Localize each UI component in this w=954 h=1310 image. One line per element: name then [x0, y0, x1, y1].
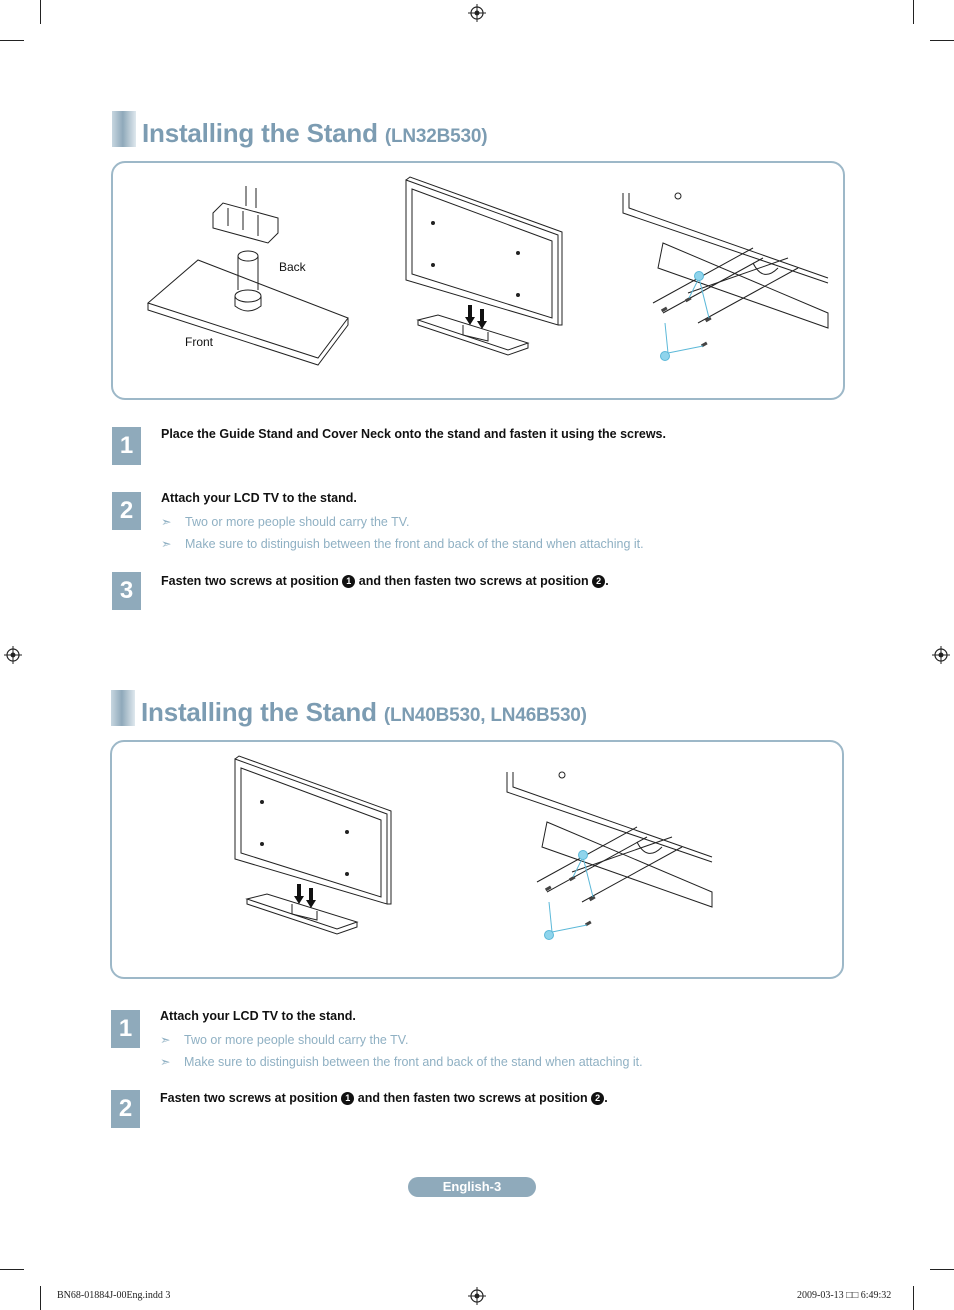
illustration-box [111, 161, 845, 400]
crop-mark [40, 1286, 41, 1310]
illustration-box [110, 740, 844, 979]
step-number-badge: 3 [112, 572, 141, 610]
back-label: Back [279, 260, 306, 274]
step-number-badge: 1 [111, 1010, 140, 1048]
step-text: Place the Guide Stand and Cover Neck onto the stand and fasten it using the screws. [161, 427, 666, 441]
registration-mark-icon [468, 4, 486, 22]
note-arrow-icon: ➣ [161, 515, 172, 529]
step-text-part: Fasten two screws at position [161, 574, 339, 588]
note-item [160, 1054, 643, 1069]
position-1-marker: 1 [341, 1092, 354, 1105]
note-arrow-icon: ➣ [160, 1033, 171, 1047]
registration-mark-icon [932, 646, 950, 664]
registration-mark-icon [4, 646, 22, 664]
step-number-badge: 2 [112, 492, 141, 530]
step-text-part: . [604, 1091, 608, 1105]
position-1-marker: 1 [342, 575, 355, 588]
footer-datetime: 2009-03-13 □□ 6:49:32 [797, 1290, 892, 1301]
crop-mark [913, 1286, 914, 1310]
note-arrow-icon: ➣ [161, 537, 172, 551]
note-item [161, 514, 409, 529]
tv-onto-stand-illustration [398, 175, 573, 375]
section-model: (LN40B530, LN46B530) [383, 705, 587, 726]
note-arrow-icon: ➣ [160, 1055, 171, 1069]
page-number-label: English-3 [408, 1177, 536, 1197]
section-model: (LN32B530) [384, 126, 488, 147]
footer-filename: BN68-01884J-00Eng.indd 3 [57, 1290, 171, 1301]
section-title [142, 118, 487, 149]
crop-mark [0, 40, 24, 41]
section-title-bar [111, 690, 135, 726]
section-title [141, 697, 587, 728]
step-text-part: . [605, 574, 609, 588]
crop-mark [40, 0, 41, 24]
section-title-bar [112, 111, 136, 147]
step-text-part: Fasten two screws at position [160, 1091, 338, 1105]
section-title-text: Installing the Stand [142, 118, 378, 148]
registration-mark-icon [468, 1287, 486, 1305]
note-item [161, 536, 644, 551]
step-text-part: and then fasten two screws at position [358, 574, 589, 588]
tv-onto-stand-illustration [227, 754, 402, 954]
step-text: Attach your LCD TV to the stand. [160, 1009, 356, 1023]
note-text: Make sure to distinguish between the front and back of the stand when attaching it. [185, 537, 644, 551]
note-item [160, 1032, 408, 1047]
note-text: Make sure to distinguish between the front and back of the stand when attaching it. [184, 1055, 643, 1069]
step-text [160, 1091, 608, 1105]
position-2-marker: 2 [592, 575, 605, 588]
crop-mark [0, 1269, 24, 1270]
front-label: Front [185, 335, 214, 349]
crop-mark [930, 40, 954, 41]
step-number-badge: 2 [111, 1090, 140, 1128]
screw-detail-illustration [497, 767, 722, 947]
step-text-part: and then fasten two screws at position [357, 1091, 588, 1105]
section-title-text: Installing the Stand [141, 697, 377, 727]
note-text: Two or more people should carry the TV. [184, 1033, 409, 1047]
step-text: Attach your LCD TV to the stand. [161, 491, 357, 505]
screw-detail-illustration [613, 188, 838, 368]
crop-mark [930, 1269, 954, 1270]
step-text [161, 574, 609, 588]
stand-assembly-illustration [138, 178, 358, 378]
step-number-badge: 1 [112, 427, 141, 465]
crop-mark [913, 0, 914, 24]
note-text: Two or more people should carry the TV. [185, 515, 410, 529]
position-2-marker: 2 [591, 1092, 604, 1105]
